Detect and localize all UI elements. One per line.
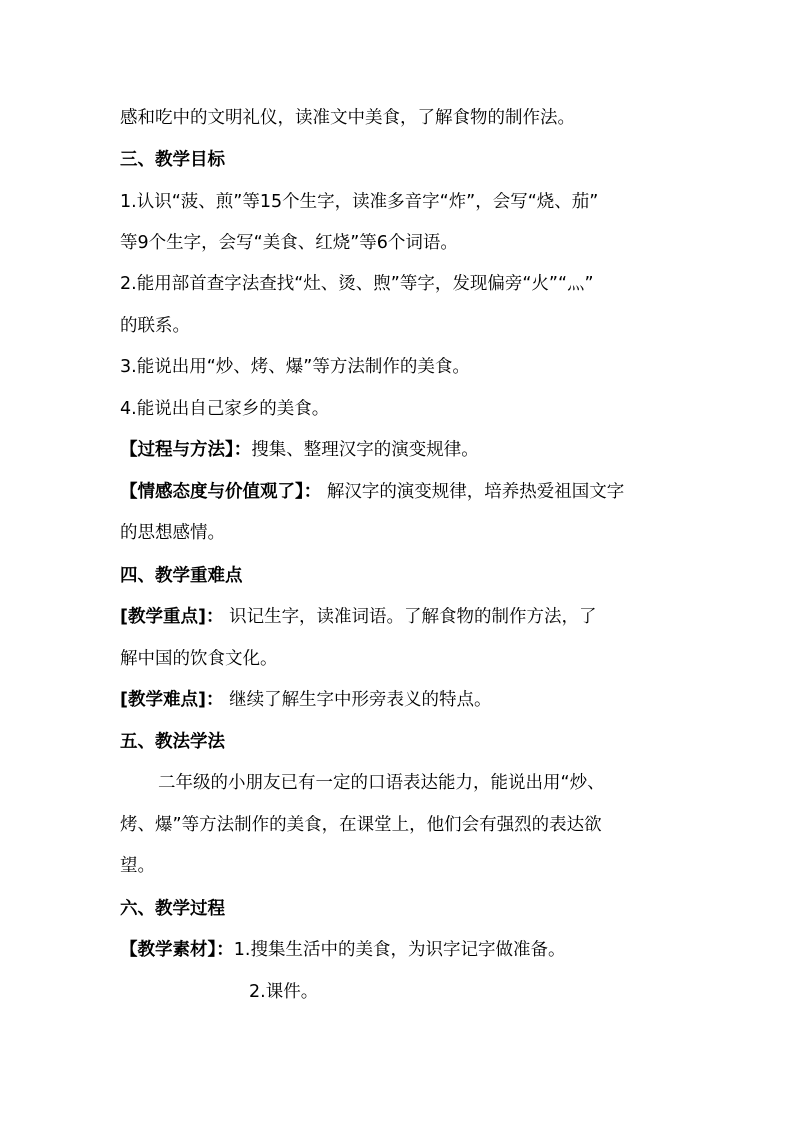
goal-4: 4.能说出自己家乡的美食。 (120, 399, 330, 419)
key-points-text: 识记生字，读准词语。了解食物的制作方法，了 (223, 607, 597, 627)
goal-2-line-1: 2.能用部首查字法查找“灶、烫、煦”等字，发现偏旁“火”“灬” (120, 274, 594, 294)
method-paragraph-line-2: 烤、爆”等方法制作的美食，在课堂上，他们会有强烈的表达欲 (120, 815, 602, 835)
method-paragraph-line-1: 二年级的小朋友已有一定的口语表达能力，能说出用“炒、 (158, 773, 605, 793)
key-points-label: [教学重点]： (120, 607, 224, 627)
difficult-points-line (120, 688, 492, 712)
section-heading-6: 六、教学过程 (120, 899, 225, 919)
materials-line-2: 2.课件。 (249, 982, 319, 1002)
emotion-values-text: 解汉字的演变规律，培养热爱祖国文字 (321, 482, 625, 502)
body-line-1: 感和吃中的文明礼仪，读准文中美食，了解食物的制作法。 (120, 108, 575, 128)
difficult-points-text: 继续了解生字中形旁表义的特点。 (223, 690, 492, 710)
difficult-points-label: [教学难点]： (120, 690, 224, 710)
materials-label: 【教学素材】： (120, 940, 234, 960)
emotion-values-line-1 (120, 480, 624, 504)
goal-1-line-2: 等9个生字，会写“美食、红烧”等6个词语。 (120, 233, 458, 253)
goal-1-line-1: 1.认识“菠、煎”等15个生字，读准多音字“炸”，会写“烧、茄” (120, 192, 599, 212)
materials-text: 1.搜集生活中的美食，为识字记字做准备。 (233, 940, 566, 960)
emotion-values-line-2: 的思想感情。 (120, 523, 225, 543)
process-method-text: 搜集、整理汉字的演变规律。 (251, 440, 479, 460)
section-heading-4: 四、教学重难点 (120, 566, 243, 586)
goal-2-line-2: 的联系。 (120, 316, 190, 336)
process-method-label: 【过程与方法】： (120, 440, 252, 460)
process-method-line (120, 438, 479, 462)
method-paragraph-line-3: 望。 (120, 856, 155, 876)
section-heading-3: 三、教学目标 (120, 150, 225, 170)
key-points-line-1 (120, 605, 597, 629)
goal-3: 3.能说出用“炒、烤、爆”等方法制作的美食。 (120, 357, 470, 377)
emotion-values-label: 【情感态度与价值观了】： (120, 482, 322, 502)
materials-line-1 (120, 938, 565, 962)
key-points-line-2: 解中国的饮食文化。 (120, 649, 278, 669)
section-heading-5: 五、教法学法 (120, 732, 225, 752)
